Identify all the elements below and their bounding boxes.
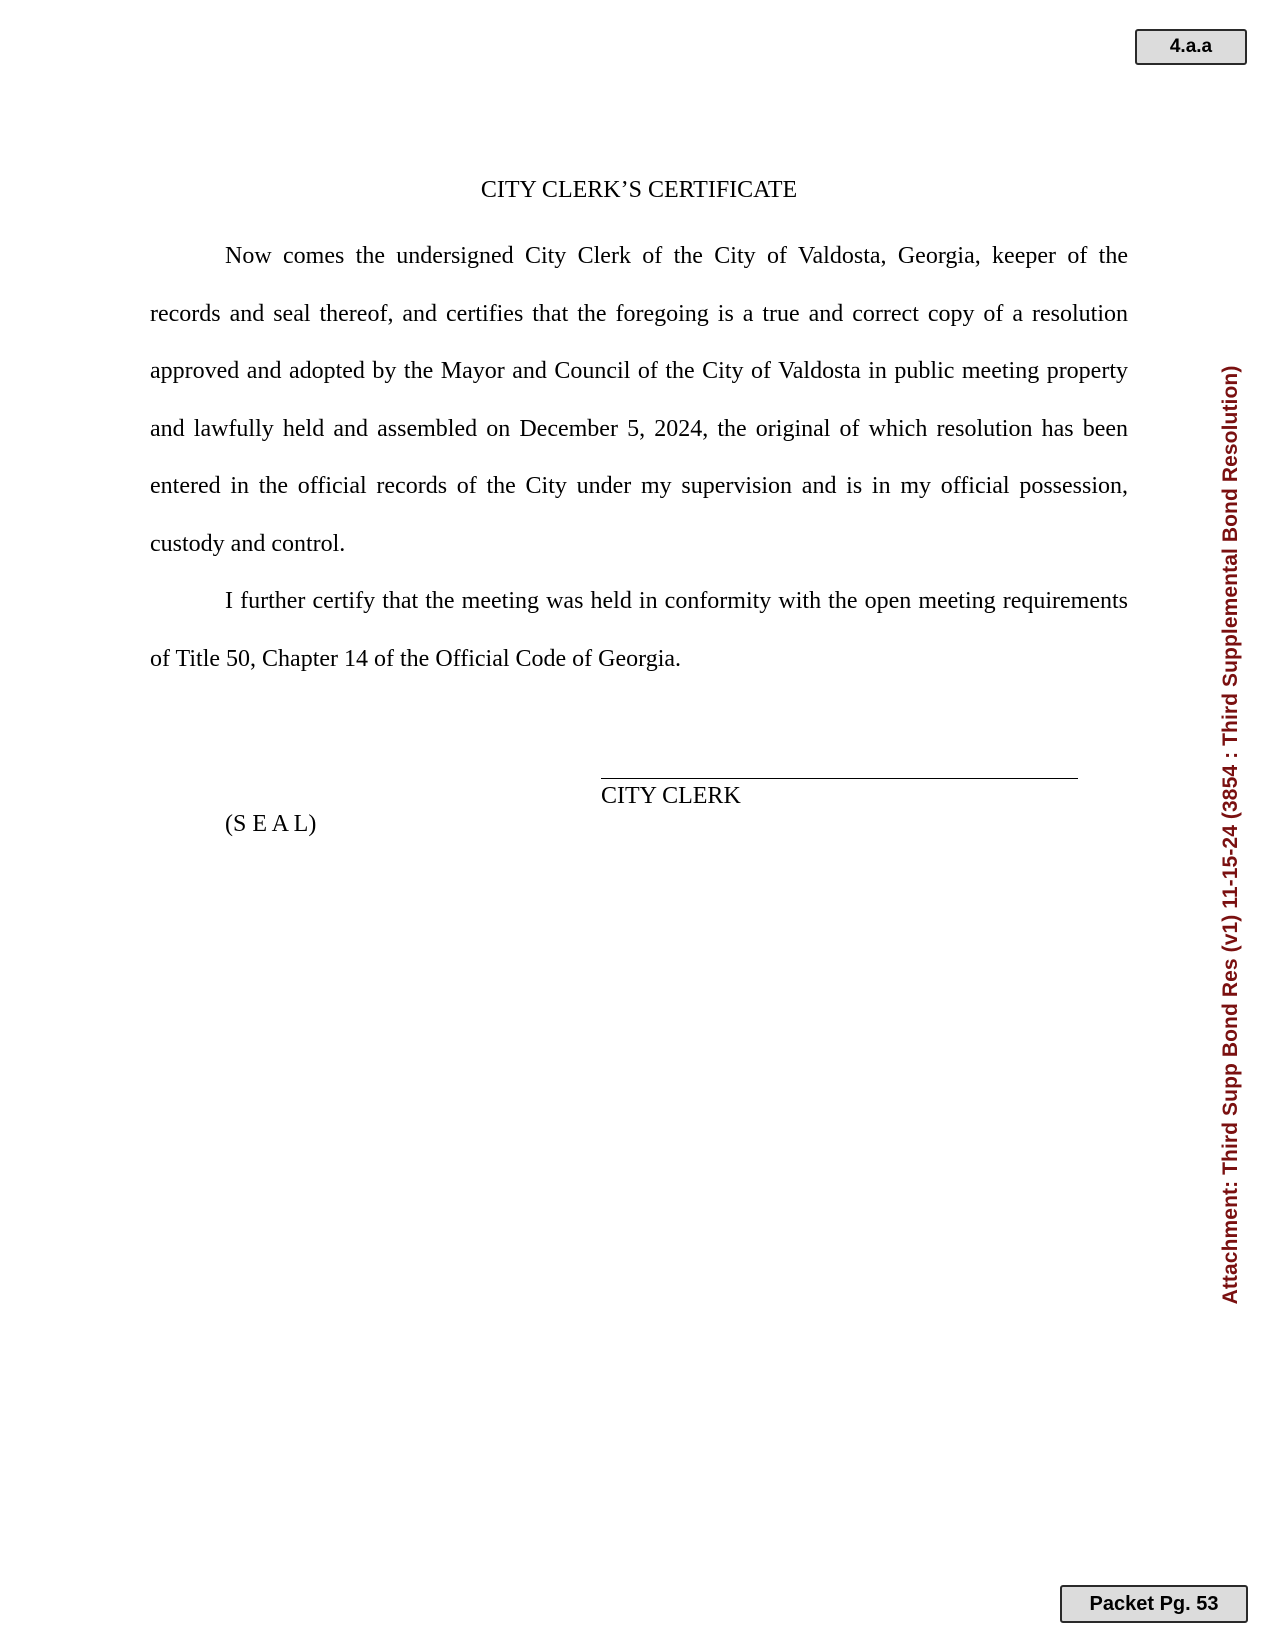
- signature-line: [601, 778, 1078, 779]
- agenda-item-tag: 4.a.a: [1135, 29, 1247, 65]
- paragraph-certification: Now comes the undersigned City Clerk of the City of Valdosta, Georgia, keeper of the records and seal thereof, and certifies that the foregoing is a true and correct copy of a resolution approved and adopted by the Mayor and Council of the City of Valdosta in public meeting property and lawfully held and assembled on December 5, 2024, the original of which resolution has been entered in the official records of the City under my supervision and is in my official possession, custody and control.: [150, 243, 1128, 557]
- document-title: CITY CLERK’S CERTIFICATE: [480, 177, 798, 203]
- certificate-body: [150, 228, 1128, 688]
- attachment-label: Attachment: Third Supp Bond Res (v1) 11-15-24 (3854 : Third Supplemental Bond Resolution): [1219, 365, 1242, 1305]
- paragraph-conformity: I further certify that the meeting was held in conformity with the open meeting requirements of Title 50, Chapter 14 of the Official Code of Georgia.: [150, 588, 1128, 672]
- signature-label: CITY CLERK: [601, 783, 741, 809]
- packet-page-number: Packet Pg. 53: [1060, 1585, 1248, 1623]
- seal-placeholder: (S E A L): [225, 811, 317, 837]
